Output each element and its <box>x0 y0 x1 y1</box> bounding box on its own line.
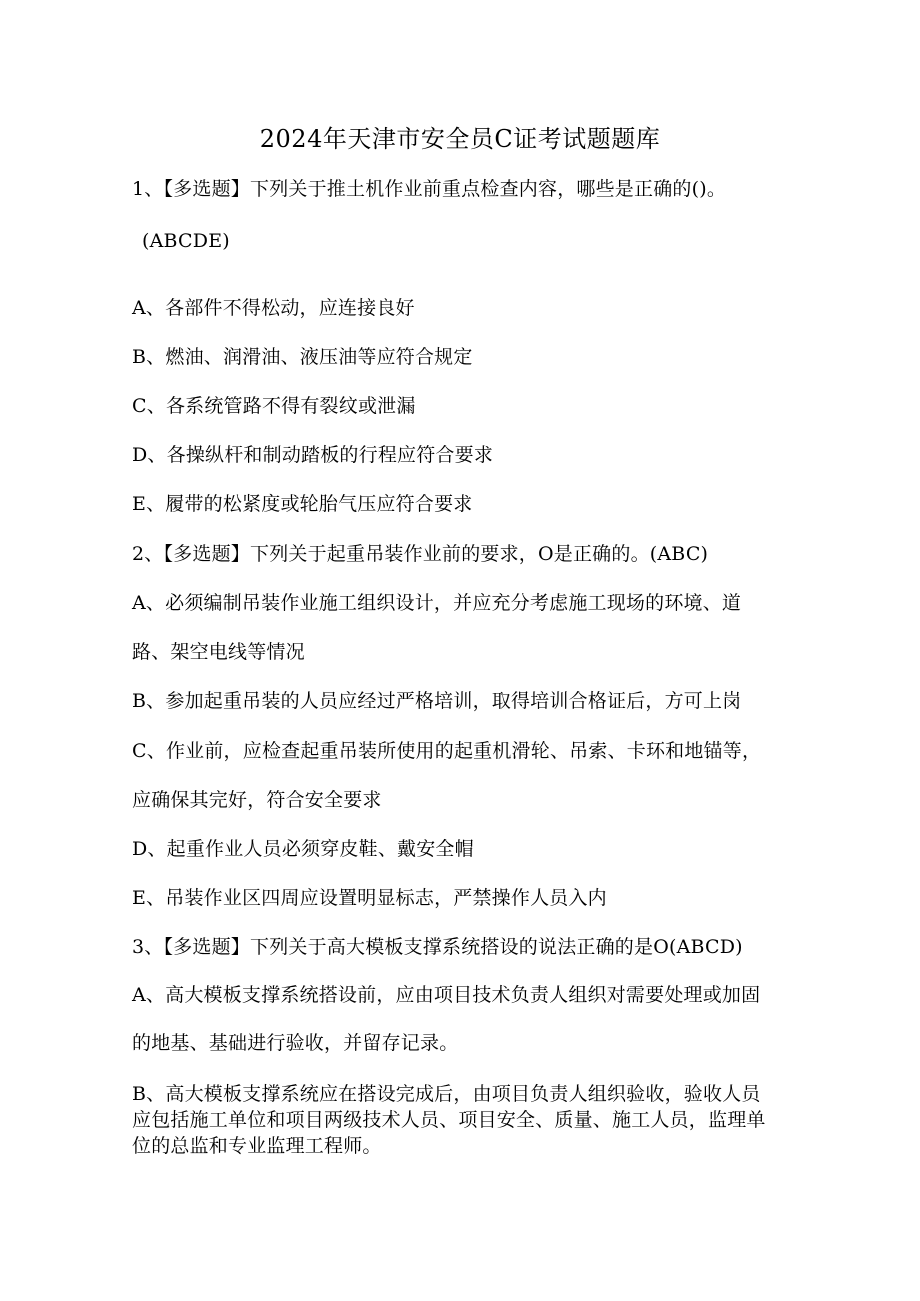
question-3-stem: 3、【多选题】下列关于高大模板支撑系统搭设的说法正确的是O(ABCD) <box>132 936 743 958</box>
question-1-option-b: B、燃油、润滑油、液压油等应符合规定 <box>132 346 473 368</box>
question-3-option-b-line3: 位的总监和专业监理工程师。 <box>132 1135 382 1157</box>
question-2-option-c-line2: 应确保其完好，符合安全要求 <box>132 789 382 811</box>
question-1-option-a: A、各部件不得松动，应连接良好 <box>132 297 415 319</box>
question-1-answer: (ABCDE) <box>142 230 230 252</box>
question-2-option-d: D、起重作业人员必须穿皮鞋、戴安全帽 <box>132 838 474 860</box>
question-1-stem: 1、【多选题】下列关于推土机作业前重点检查内容，哪些是正确的()。 <box>132 178 727 200</box>
question-1-option-e: E、履带的松紧度或轮胎气压应符合要求 <box>132 493 473 515</box>
question-1-option-c: C、各系统管路不得有裂纹或泄漏 <box>132 395 416 417</box>
question-2-option-a-line1: A、必须编制吊装作业施工组织设计，并应充分考虑施工现场的环境、道 <box>132 592 742 614</box>
question-2-option-c-line1: C、作业前，应检查起重吊装所使用的起重机滑轮、吊索、卡环和地锚等， <box>132 740 762 762</box>
document-title: 2024年天津市安全员C证考试题题库 <box>259 125 661 153</box>
question-3-option-a-line2: 的地基、基础进行验收，并留存记录。 <box>132 1032 459 1054</box>
question-2-stem: 2、【多选题】下列关于起重吊装作业前的要求，O是正确的。(ABC) <box>132 543 709 565</box>
question-2-option-e: E、吊装作业区四周应设置明显标志，严禁操作人员入内 <box>132 887 607 909</box>
question-1-option-d: D、各操纵杆和制动踏板的行程应符合要求 <box>132 444 494 466</box>
question-2-option-a-line2: 路、架空电线等情况 <box>132 641 305 663</box>
question-2-option-b: B、参加起重吊装的人员应经过严格培训，取得培训合格证后，方可上岗 <box>132 690 742 712</box>
question-3-option-a-line1: A、高大模板支撑系统搭设前，应由项目技术负责人组织对需要处理或加固 <box>132 984 761 1006</box>
question-3-option-b-line1: B、高大模板支撑系统应在搭设完成后，由项目负责人组织验收，验收人员 <box>132 1083 761 1105</box>
question-3-option-b-line2: 应包括施工单位和项目两级技术人员、项目安全、质量、施工人员，监理单 <box>132 1109 766 1131</box>
